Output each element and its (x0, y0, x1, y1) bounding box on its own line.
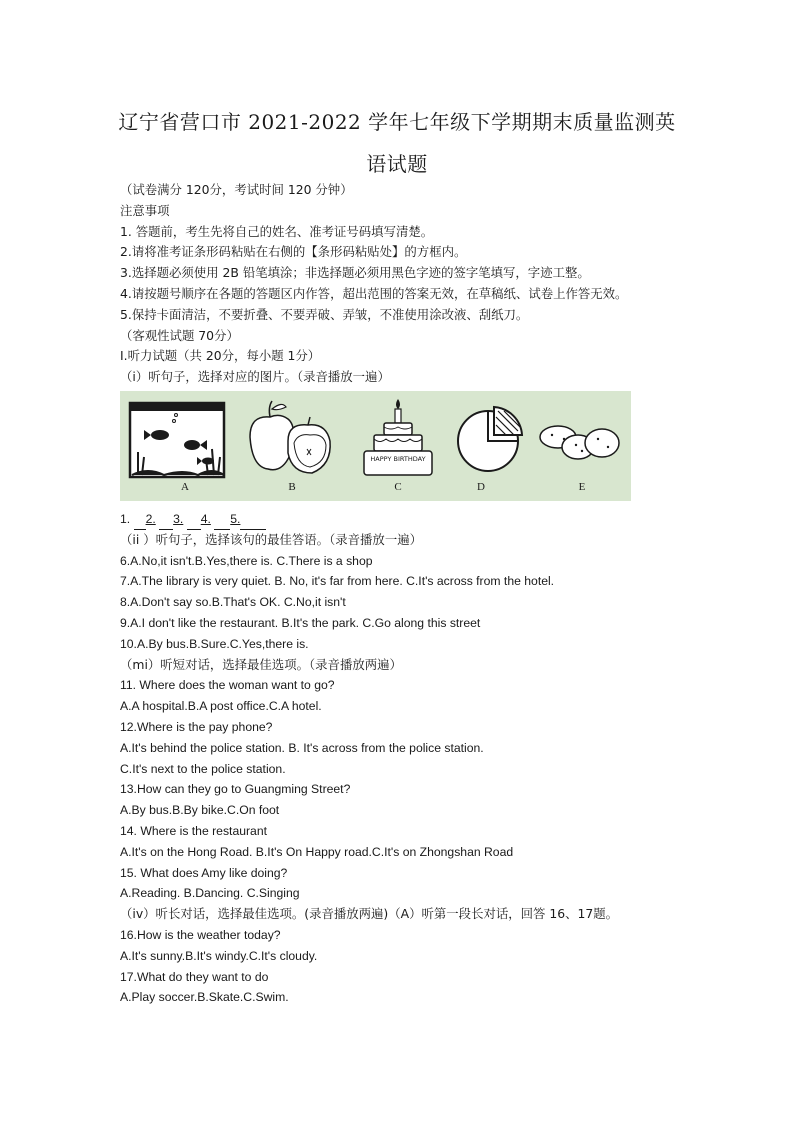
note-item: 4.请按题号顺序在各题的答题区内作答，超出范围的答案无效，在草稿纸、试卷上作答无效。 (120, 285, 628, 301)
question-line: 13.How can they go to Guangming Street? (120, 782, 351, 797)
answer-blanks-row (120, 509, 720, 530)
question-line: 8.A.Don't say so.B.That's OK. C.No,it isn't (120, 595, 346, 610)
blank-label: 2. (145, 511, 156, 526)
part-heading: （mi）听短对话，选择最佳选项。（录音播放两遍） (120, 656, 402, 672)
section-heading: I.听力试题（共 20分，每小题 1分） (120, 348, 321, 364)
question-line: 10.A.By bus.B.Sure.C.Yes,there is. (120, 636, 309, 651)
question-line: 6.A.No,it isn't.B.Yes,there is. C.There is a shop (120, 553, 373, 568)
birthday-cake-icon (358, 397, 438, 479)
blank-label: 3. (173, 511, 184, 526)
document-title-line-2: 语试题 (366, 152, 428, 176)
picture-label-d: D (477, 480, 485, 493)
picture-label-e: E (578, 480, 586, 493)
note-item: 1. 答题前，考生先将自己的姓名、准考证号码填写清楚。 (120, 223, 434, 239)
part-heading: （i）听句子，选择对应的图片。（录音播放一遍） (120, 369, 390, 385)
picture-label-c: C (394, 480, 402, 493)
potatoes-icon (536, 397, 626, 479)
answer-blank (187, 515, 201, 530)
blank-label: 5. (230, 511, 241, 526)
question-line: A.It's on the Hong Road. B.It's On Happy road.C.It's on Zhongshan Road (120, 844, 514, 859)
blank-label: 4. (200, 511, 211, 526)
answer-blank (240, 515, 266, 530)
answer-blank (159, 515, 173, 530)
apples-icon (242, 397, 342, 479)
question-line: A.A hospital.B.A post office.C.A hotel. (120, 699, 322, 714)
question-line: A.Play soccer.B.Skate.C.Swim. (120, 990, 289, 1005)
question-line: A.By bus.B.By bike.C.On foot (120, 803, 280, 818)
pie-chart-icon (454, 397, 524, 479)
picture-label-b: B (288, 480, 296, 493)
answer-blank (214, 515, 230, 530)
question-line: C.It's next to the police station. (120, 761, 286, 776)
document-body (120, 180, 720, 1008)
answer-blank (134, 515, 146, 530)
question-line: 11. Where does the woman want to go? (120, 678, 335, 693)
question-line: 14. Where is the restaurant (120, 823, 267, 838)
objective-note: （客观性试题 70分） (120, 327, 239, 343)
note-item: 3.选择题必须使用 2B 铅笔填涂；非选择题必须用黑色字迹的签字笔填写，字迹工整。 (120, 265, 590, 281)
note-item: 2.请将准考证条形码粘贴在右侧的【条形码粘贴处】的方框内。 (120, 244, 467, 260)
question-line: 15. What does Amy like doing? (120, 865, 288, 880)
question-line: A.Reading. B.Dancing. C.Singing (120, 886, 300, 901)
question-line: 9.A.I don't like the restaurant. B.It's the park. C.Go along this street (120, 615, 481, 630)
note-item: 5.保持卡面清洁，不要折叠、不要弄破、弄皱，不准使用涂改液、刮纸刀。 (120, 306, 529, 322)
question-line: 7.A.The library is very quiet. B. No, it's far from here. C.It's across from the hotel. (120, 574, 555, 589)
picture-label-a: A (181, 480, 189, 493)
part-heading: （ii ）听句子，选择该句的最佳答语。（录音播放一遍） (120, 531, 422, 547)
question-line: 16.How is the weather today? (120, 927, 281, 942)
document-title-line-1: 辽宁省营口市 2021-2022 学年七年级下学期期末质量监测英 (118, 110, 676, 134)
part-heading: （iv）听长对话，选择最佳选项。(录音播放两遍)（A）听第一段长对话，回答 16、17题。 (120, 906, 619, 922)
cake-text: HAPPY BIRTHDAY (370, 454, 426, 463)
exam-info: （试卷满分 120分，考试时间 120 分钟） (120, 182, 353, 197)
question-line: A.It's sunny.B.It's windy.C.It's cloudy. (120, 948, 318, 963)
question-line: A.It's behind the police station. B. It's across from the police station. (120, 740, 484, 755)
picture-options-figure (120, 391, 631, 501)
blank-label: 1. (120, 511, 131, 526)
question-line: 12.Where is the pay phone? (120, 719, 273, 734)
fish-tank-icon (128, 397, 228, 479)
notes-heading: 注意事项 (120, 202, 170, 218)
question-line: 17.What do they want to do (120, 969, 269, 984)
